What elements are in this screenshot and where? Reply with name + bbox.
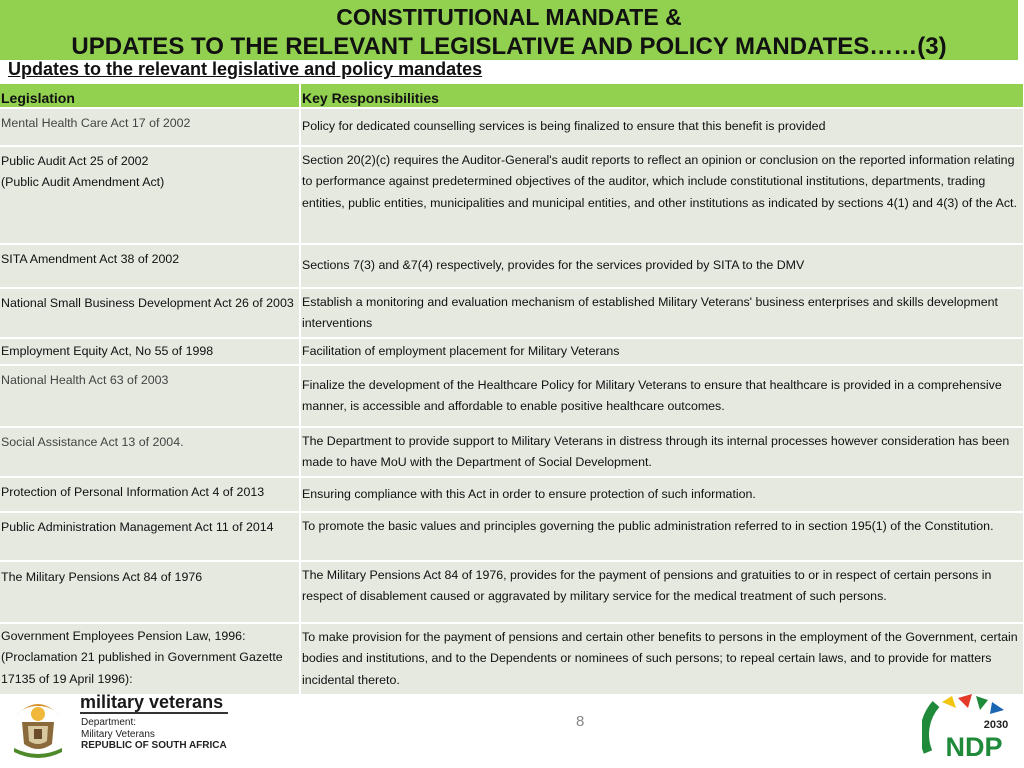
legislation-cell <box>0 146 300 244</box>
dept-line-2: Military Veterans <box>81 728 155 740</box>
responsibility-cell: Establish a monitoring and evaluation mechanism of established Military Veterans' business enterprises and skills development interventions <box>300 288 1024 338</box>
responsibility-cell: To make provision for the payment of pensions and certain other benefits to persons in the employment of the Government, certain bodies and institutions, and to the Dependents or nominees of such persons; to repeal certain laws, and to provide for matters incidental thereto. <box>300 623 1024 695</box>
brand-name: military veterans <box>80 692 224 712</box>
ndp-year: 2030 <box>983 719 1009 731</box>
table-row <box>0 244 1024 288</box>
page-number: 8 <box>576 713 585 730</box>
legislation-text: SITA Amendment Act 38 of 2002 <box>1 252 180 266</box>
department-block <box>81 717 227 752</box>
table-row <box>0 146 1024 244</box>
responsibility-cell: Sections 7(3) and &7(4) respectively, provides for the services provided by SITA to the DMV <box>300 244 1024 288</box>
column-header-responsibilities: Key Responsibilities <box>300 84 1024 108</box>
responsibility-cell: Finalize the development of the Healthcare Policy for Military Veterans to ensure that healthcare is provided in a comprehensive manner, is accessible and affordable to enable positive healthcare outcomes. <box>300 365 1024 427</box>
legislation-text: Protection of Personal Information Act 4 of 2013 <box>1 485 265 499</box>
responsibility-cell: Facilitation of employment placement for Military Veterans <box>300 338 1024 365</box>
legislation-cell <box>0 477 300 512</box>
table-row <box>0 477 1024 512</box>
legislation-cell <box>0 365 300 427</box>
responsibility-cell: The Department to provide support to Military Veterans in distress through its internal processes however consideration has been made to have MoU with the Department of Social Development. <box>300 427 1024 477</box>
legislation-text: National Small Business Development Act 26 of 2003 <box>1 296 294 310</box>
legislation-cell <box>0 427 300 477</box>
ndp-2030-logo-icon <box>922 692 1024 760</box>
table-row <box>0 338 1024 365</box>
legislation-text: Employment Equity Act, No 55 of 1998 <box>1 344 214 358</box>
mandates-table <box>0 84 1024 696</box>
responsibility-cell: The Military Pensions Act 84 of 1976, provides for the payment of pensions and gratuities to or in respect of certain persons in respect of disablement caused or aggravated by military service for the medical treatment of such persons. <box>300 561 1024 623</box>
legislation-text: Mental Health Care Act 17 of 2002 <box>1 116 191 130</box>
table-row <box>0 561 1024 623</box>
legislation-text: Public Audit Act 25 of 2002 <box>1 154 149 168</box>
brand-underline <box>80 712 228 714</box>
responsibility-cell: Ensuring compliance with this Act in order to ensure protection of such information. <box>300 477 1024 512</box>
table-header-row <box>0 84 1024 108</box>
legislation-cell <box>0 288 300 338</box>
legislation-cell <box>0 244 300 288</box>
legislation-text: (Proclamation 21 published in Government Gazette 17135 of 19 April 1996): <box>1 650 283 686</box>
page-title-line-2: UPDATES TO THE RELEVANT LEGISLATIVE AND POLICY MANDATES……(3) <box>71 33 947 60</box>
responsibility-cell: To promote the basic values and principles governing the public administration referred to in section 195(1) of the Constitution. <box>300 512 1024 561</box>
legislation-cell <box>0 623 300 695</box>
legislation-cell <box>0 561 300 623</box>
coat-of-arms-icon <box>8 694 68 758</box>
legislation-cell <box>0 108 300 146</box>
column-header-legislation: Legislation <box>0 84 300 108</box>
legislation-text: Public Administration Management Act 11 of 2014 <box>1 520 274 534</box>
table-row <box>0 427 1024 477</box>
legislation-text: Government Employees Pension Law, 1996: <box>1 629 246 643</box>
responsibility-cell: Section 20(2)(c) requires the Auditor-General's audit reports to reflect an opinion or conclusion on the reported information relating to performance against predetermined objectives of the auditor, which include constitutional institutions, departments, trading entities, public entities, municipalities and municipal entities, and other institutions as indicated by sections 4(1) and 4(3) of the Act. <box>300 146 1024 244</box>
table-row <box>0 365 1024 427</box>
dept-line-3: REPUBLIC OF SOUTH AFRICA <box>81 740 227 751</box>
table-row <box>0 512 1024 561</box>
legislation-text: National Health Act 63 of 2003 <box>1 373 169 387</box>
legislation-cell <box>0 338 300 365</box>
table-row <box>0 623 1024 695</box>
section-subtitle: Updates to the relevant legislative and policy mandates <box>8 59 483 79</box>
legislation-text: Social Assistance Act 13 of 2004. <box>1 435 184 449</box>
dept-line-1: Department: <box>81 717 137 728</box>
ndp-text: NDP <box>945 732 1003 760</box>
legislation-text: The Military Pensions Act 84 of 1976 <box>1 570 203 584</box>
page-title-line-1: CONSTITUTIONAL MANDATE & <box>336 4 682 30</box>
legislation-cell <box>0 512 300 561</box>
footer <box>0 692 1024 768</box>
legislation-text: (Public Audit Amendment Act) <box>1 175 165 190</box>
table-row <box>0 288 1024 338</box>
title-bar <box>0 0 1018 60</box>
responsibility-cell: Policy for dedicated counselling services is being finalized to ensure that this benefit is provided <box>300 108 1024 146</box>
table-row <box>0 108 1024 146</box>
